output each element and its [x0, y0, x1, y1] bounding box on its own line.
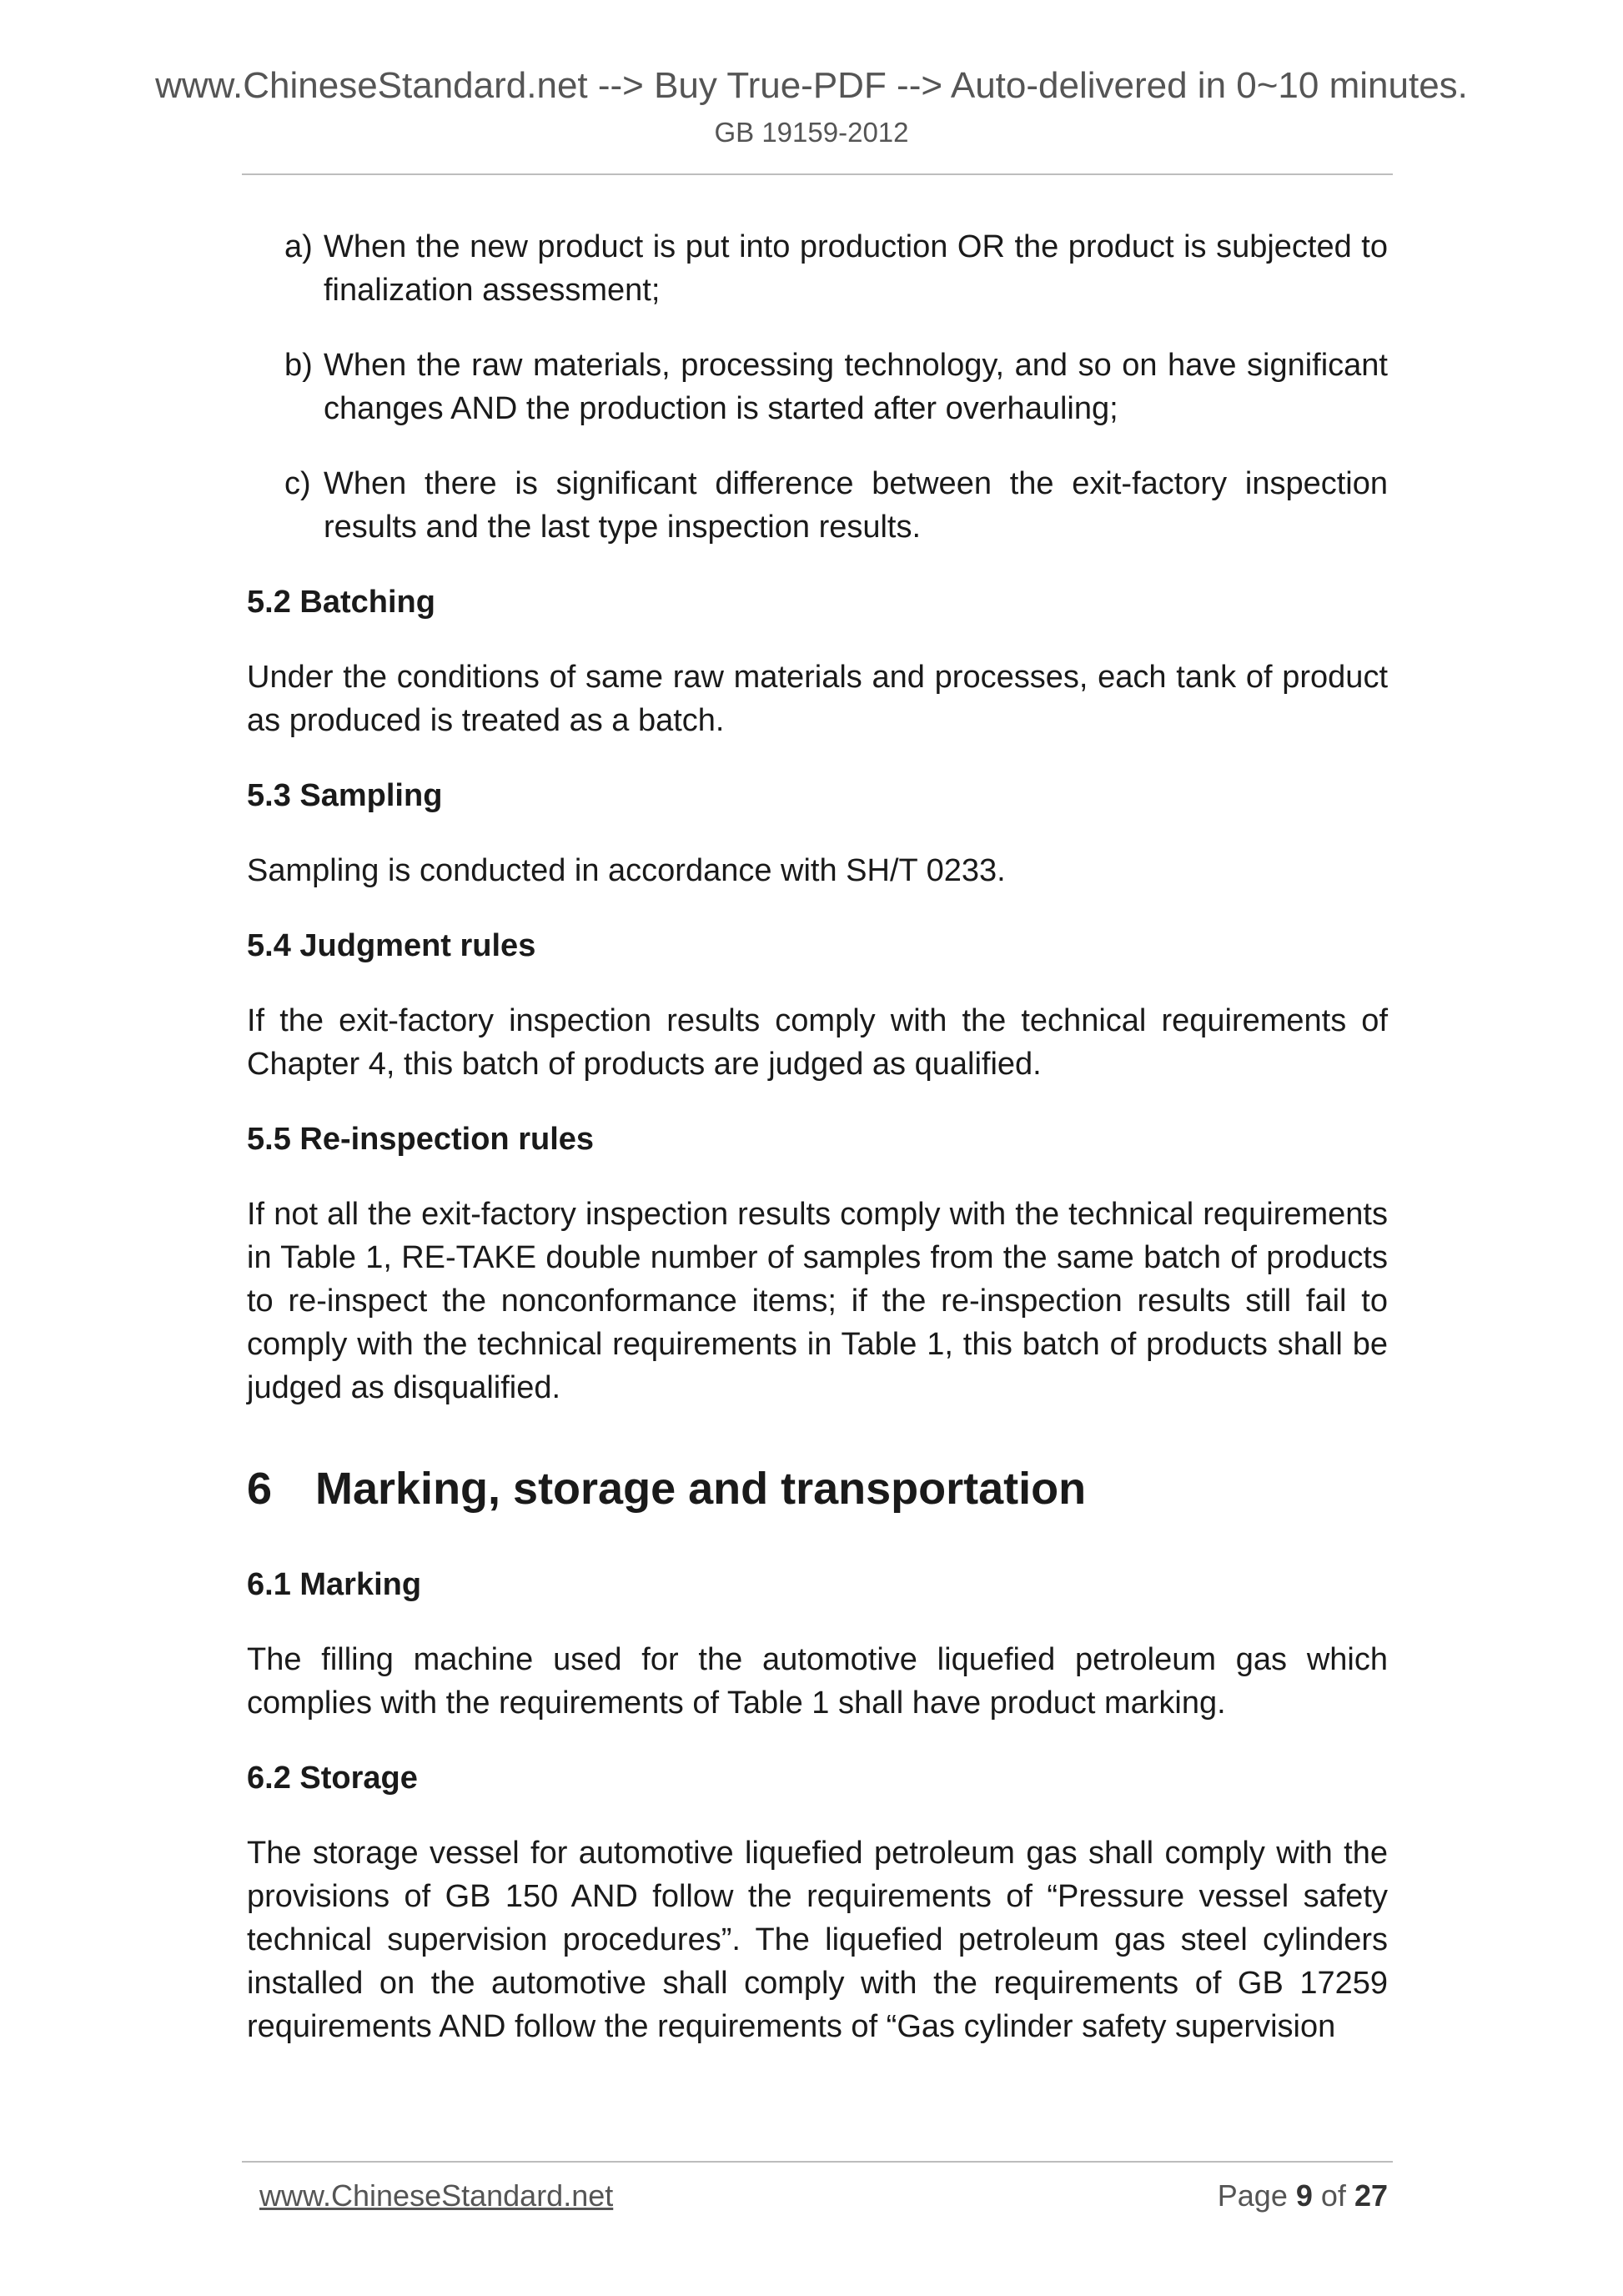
page-of: of [1320, 2178, 1346, 2213]
section-heading-5-5: 5.5 Re-inspection rules [247, 1122, 595, 1157]
page-current: 9 [1295, 2178, 1313, 2213]
section-heading-6-1: 6.1 Marking [247, 1567, 422, 1602]
section-body-5-2: Under the conditions of same raw materials and processes, each tank of product as produced is treated as a batch. [247, 660, 1388, 738]
page-total: 27 [1354, 2178, 1388, 2213]
chapter-title: Marking, storage and transportation [315, 1464, 1087, 1514]
list-text: When there is significant difference between the exit-factory inspection results and the last type inspection results. [324, 466, 1388, 545]
section-heading-5-3: 5.3 Sampling [247, 778, 443, 813]
section-heading-5-2: 5.2 Batching [247, 585, 435, 620]
chapter-number: 6 [247, 1464, 273, 1514]
footer-divider [242, 2161, 1393, 2163]
list-item-c [247, 462, 1388, 549]
chapter-heading-6 [247, 1461, 1388, 1516]
list-label: c) [284, 466, 311, 501]
list-text: When the raw materials, processing technology, and so on have significant changes AND the production is started after overhauling; [324, 348, 1388, 426]
document-code: GB 19159-2012 [714, 117, 909, 148]
page-prefix: Page [1217, 2178, 1288, 2213]
list-item-a [247, 225, 1388, 312]
header-banner: www.ChineseStandard.net --> Buy True-PDF --> Auto-delivered in 0~10 minutes. [155, 65, 1468, 106]
list-text: When the new product is put into production OR the product is subjected to finalization assessment; [324, 229, 1388, 308]
section-body-6-2: The storage vessel for automotive liquefied petroleum gas shall comply with the provisions of GB 150 AND follow the requirements of “Pressure vessel safety technical supervision procedures”. The liquefied petroleum gas steel cylinders installed on the automotive shall comply with the requirements of GB 17259 requirements AND follow the requirements of “Gas cylinder safety supervision [247, 1836, 1388, 2044]
list-label: a) [284, 229, 313, 264]
list-label: b) [284, 348, 313, 383]
page-number [1218, 2178, 1388, 2213]
section-heading-5-4: 5.4 Judgment rules [247, 928, 536, 963]
section-heading-6-2: 6.2 Storage [247, 1761, 418, 1796]
section-body-5-5: If not all the exit-factory inspection results comply with the technical requirements in Table 1, RE-TAKE double number of samples from the same batch of products to re-inspect the nonconformance items; if the re-inspection results still fail to comply with the technical requirements in Table 1, this batch of products shall be judged as disqualified. [247, 1197, 1388, 1405]
page-content [247, 225, 1388, 2080]
section-body-5-3: Sampling is conducted in accordance with SH/T 0233. [247, 853, 1006, 888]
list-item-b [247, 344, 1388, 430]
header-divider [242, 173, 1393, 175]
section-body-6-1: The filling machine used for the automotive liquefied petroleum gas which complies with the requirements of Table 1 shall have product marking. [247, 1642, 1388, 1721]
section-body-5-4: If the exit-factory inspection results comply with the technical requirements of Chapter 4, this batch of products are judged as qualified. [247, 1003, 1388, 1082]
footer-site-link[interactable]: www.ChineseStandard.net [259, 2178, 614, 2213]
